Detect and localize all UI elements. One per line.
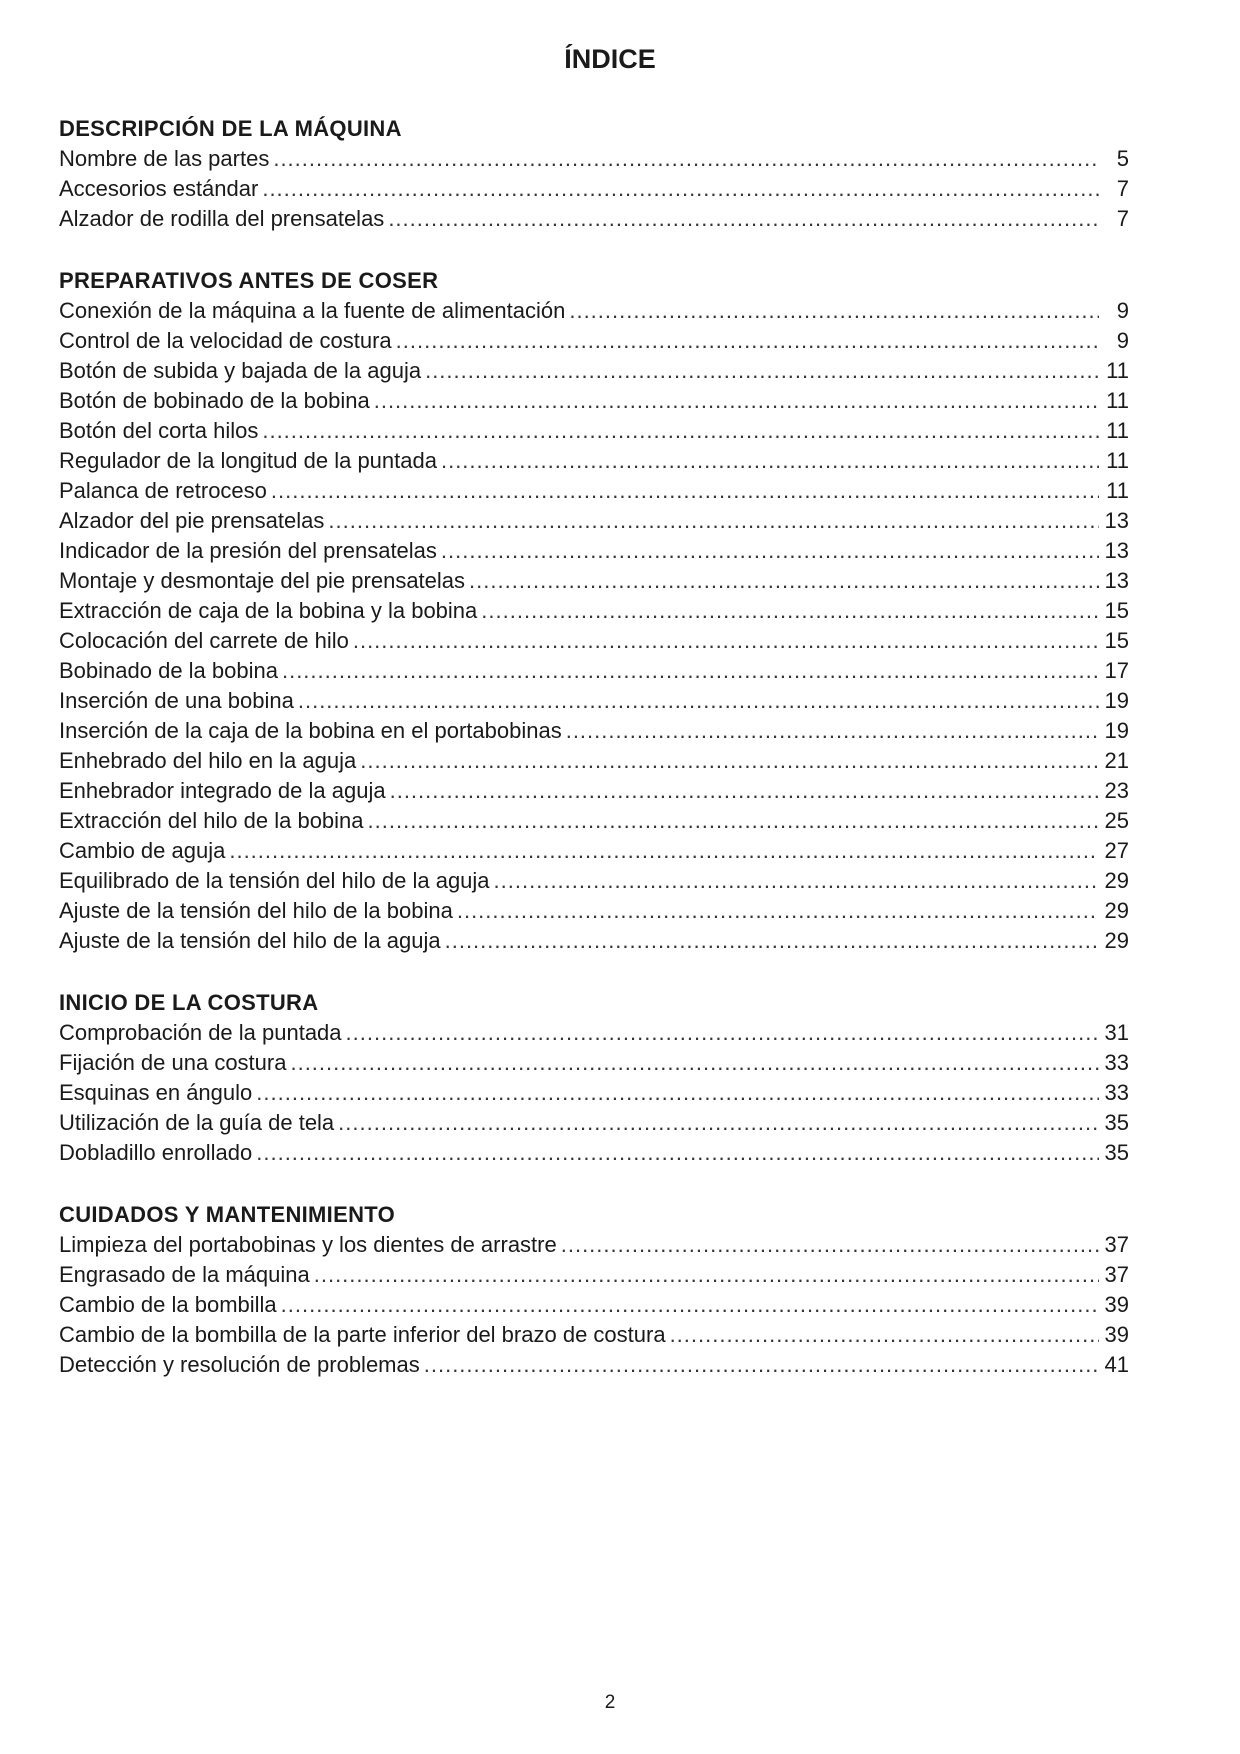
dot-leader — [469, 566, 1099, 596]
toc-entry-page: 15 — [1104, 628, 1129, 653]
toc-entry — [59, 1078, 1129, 1108]
toc-section — [59, 114, 1129, 234]
toc-entry-title: Dobladillo enrollado — [59, 1140, 253, 1165]
toc-entry-page: 29 — [1104, 868, 1129, 893]
toc-entry-page: 33 — [1104, 1080, 1129, 1105]
dot-leader — [256, 1078, 1099, 1108]
toc-entry-page: 11 — [1106, 448, 1129, 473]
toc-entry — [59, 1108, 1129, 1138]
toc-entry — [59, 1320, 1129, 1350]
toc-entry-page: 11 — [1106, 358, 1129, 383]
toc-entry-page: 23 — [1104, 778, 1129, 803]
toc-entry — [59, 1018, 1129, 1048]
toc-entry-page: 11 — [1106, 388, 1129, 413]
toc-entry-page: 9 — [1116, 298, 1129, 323]
section-heading: PREPARATIVOS ANTES DE COSER — [59, 268, 439, 293]
toc-entry-title: Regulador de la longitud de la puntada — [59, 448, 437, 473]
dot-leader — [441, 446, 1099, 476]
section-heading: INICIO DE LA COSTURA — [59, 990, 319, 1015]
toc-entry — [59, 144, 1129, 174]
toc-entry-title: Bobinado de la bobina — [59, 658, 278, 683]
toc-entry-title: Cambio de aguja — [59, 838, 226, 863]
page-number: 2 — [604, 1692, 616, 1713]
toc-entry — [59, 1230, 1129, 1260]
toc-entry-title: Esquinas en ángulo — [59, 1080, 253, 1105]
toc-section — [59, 1200, 1129, 1380]
section-heading: DESCRIPCIÓN DE LA MÁQUINA — [59, 116, 402, 141]
toc-entry-title: Botón de subida y bajada de la aguja — [59, 358, 422, 383]
dot-leader — [346, 1018, 1099, 1048]
dot-leader — [481, 596, 1099, 626]
dot-leader — [281, 1290, 1099, 1320]
toc-entry — [59, 626, 1129, 656]
toc-entry-page: 13 — [1104, 538, 1129, 563]
toc-entry — [59, 296, 1129, 326]
toc-entry-page: 29 — [1104, 928, 1129, 953]
dot-leader — [262, 416, 1099, 446]
toc-entry — [59, 776, 1129, 806]
toc-entry-page: 31 — [1104, 1020, 1129, 1045]
toc-entry — [59, 896, 1129, 926]
toc-entry-page: 37 — [1104, 1262, 1129, 1287]
dot-leader — [328, 506, 1099, 536]
toc-entry-title: Botón de bobinado de la bobina — [59, 388, 370, 413]
toc-entry-title: Utilización de la guía de tela — [59, 1110, 335, 1135]
toc-entry — [59, 656, 1129, 686]
toc-entry — [59, 326, 1129, 356]
toc-entry-page: 21 — [1104, 748, 1129, 773]
toc-entry — [59, 566, 1129, 596]
toc-entry — [59, 1048, 1129, 1078]
toc-entry — [59, 836, 1129, 866]
dot-leader — [298, 686, 1099, 716]
toc-entry-title: Cambio de la bombilla de la parte inferior del brazo de costura — [59, 1322, 666, 1347]
toc-entry-page: 41 — [1104, 1352, 1129, 1377]
dot-leader — [561, 1230, 1099, 1260]
dot-leader — [314, 1260, 1099, 1290]
toc-entry — [59, 1290, 1129, 1320]
dot-leader — [566, 716, 1099, 746]
toc-section — [59, 988, 1129, 1168]
toc-entry-title: Montaje y desmontaje del pie prensatelas — [59, 568, 466, 593]
toc-entry — [59, 716, 1129, 746]
toc-entry-title: Control de la velocidad de costura — [59, 328, 392, 353]
toc-entry-title: Alzador de rodilla del prensatelas — [59, 206, 385, 231]
toc-entry-page: 11 — [1106, 478, 1129, 503]
toc-entry-title: Detección y resolución de problemas — [59, 1352, 420, 1377]
toc-entry-page: 13 — [1104, 568, 1129, 593]
dot-leader — [670, 1320, 1099, 1350]
dot-leader — [262, 174, 1099, 204]
toc-entry-page: 39 — [1104, 1322, 1129, 1347]
toc-entry — [59, 746, 1129, 776]
dot-leader — [445, 926, 1099, 956]
toc-entry-page: 29 — [1104, 898, 1129, 923]
toc-entry-page: 35 — [1104, 1110, 1129, 1135]
dot-leader — [256, 1138, 1099, 1168]
toc-entry-page: 15 — [1104, 598, 1129, 623]
toc-entry-title: Botón del corta hilos — [59, 418, 259, 443]
toc-entry — [59, 386, 1129, 416]
toc-entry-page: 37 — [1104, 1232, 1129, 1257]
dot-leader — [360, 746, 1099, 776]
toc-entry-page: 9 — [1116, 328, 1129, 353]
dot-leader — [388, 204, 1099, 234]
toc-entry-title: Conexión de la máquina a la fuente de alimentación — [59, 298, 566, 323]
toc-entry — [59, 1350, 1129, 1380]
dot-leader — [494, 866, 1099, 896]
toc-entry-title: Enhebrado del hilo en la aguja — [59, 748, 357, 773]
toc-entry-title: Accesorios estándar — [59, 176, 259, 201]
toc-entry-page: 19 — [1104, 718, 1129, 743]
toc-entry — [59, 356, 1129, 386]
toc-entry-title: Extracción de caja de la bobina y la bobina — [59, 598, 478, 623]
toc-entry — [59, 686, 1129, 716]
toc-entry-title: Alzador del pie prensatelas — [59, 508, 325, 533]
toc-entry-page: 11 — [1106, 418, 1129, 443]
toc-entry-title: Indicador de la presión del prensatelas — [59, 538, 437, 563]
toc-entry-title: Ajuste de la tensión del hilo de la aguja — [59, 928, 441, 953]
toc-entry-page: 5 — [1116, 146, 1129, 171]
toc-entry-page: 7 — [1116, 176, 1129, 201]
toc-entry-title: Nombre de las partes — [59, 146, 270, 171]
toc-entry-page: 13 — [1104, 508, 1129, 533]
dot-leader — [569, 296, 1099, 326]
toc-entry — [59, 174, 1129, 204]
toc-entry-title: Fijación de una costura — [59, 1050, 287, 1075]
table-of-contents — [59, 114, 1129, 1412]
toc-entry — [59, 866, 1129, 896]
dot-leader — [282, 656, 1099, 686]
section-heading: CUIDADOS Y MANTENIMIENTO — [59, 1202, 396, 1227]
dot-leader — [353, 626, 1099, 656]
toc-entry-title: Inserción de la caja de la bobina en el portabobinas — [59, 718, 562, 743]
toc-entry — [59, 506, 1129, 536]
toc-entry-title: Extracción del hilo de la bobina — [59, 808, 364, 833]
dot-leader — [368, 806, 1099, 836]
toc-entry — [59, 1260, 1129, 1290]
toc-entry-title: Palanca de retroceso — [59, 478, 267, 503]
toc-entry-page: 7 — [1116, 206, 1129, 231]
dot-leader — [374, 386, 1099, 416]
toc-entry-title: Equilibrado de la tensión del hilo de la aguja — [59, 868, 490, 893]
dot-leader — [425, 356, 1099, 386]
toc-entry-title: Cambio de la bombilla — [59, 1292, 277, 1317]
toc-section — [59, 266, 1129, 956]
page-title: ÍNDICE — [564, 44, 656, 74]
dot-leader — [290, 1048, 1099, 1078]
toc-entry-page: 27 — [1104, 838, 1129, 863]
toc-entry — [59, 204, 1129, 234]
toc-entry — [59, 1138, 1129, 1168]
toc-entry — [59, 806, 1129, 836]
toc-entry-title: Engrasado de la máquina — [59, 1262, 310, 1287]
dot-leader — [441, 536, 1099, 566]
toc-entry-title: Enhebrador integrado de la aguja — [59, 778, 386, 803]
toc-entry — [59, 446, 1129, 476]
toc-entry — [59, 536, 1129, 566]
dot-leader — [457, 896, 1099, 926]
dot-leader — [271, 476, 1099, 506]
toc-entry-title: Ajuste de la tensión del hilo de la bobina — [59, 898, 453, 923]
toc-entry-page: 35 — [1104, 1140, 1129, 1165]
dot-leader — [390, 776, 1099, 806]
toc-entry-title: Limpieza del portabobinas y los dientes de arrastre — [59, 1232, 557, 1257]
toc-entry-title: Comprobación de la puntada — [59, 1020, 342, 1045]
dot-leader — [273, 144, 1099, 174]
toc-entry — [59, 416, 1129, 446]
toc-entry-page: 25 — [1104, 808, 1129, 833]
toc-entry — [59, 476, 1129, 506]
dot-leader — [396, 326, 1099, 356]
toc-entry-title: Colocación del carrete de hilo — [59, 628, 349, 653]
toc-entry — [59, 926, 1129, 956]
dot-leader — [229, 836, 1099, 866]
dot-leader — [424, 1350, 1099, 1380]
toc-entry-page: 19 — [1104, 688, 1129, 713]
toc-entry-page: 17 — [1104, 658, 1129, 683]
toc-entry-page: 39 — [1104, 1292, 1129, 1317]
toc-entry — [59, 596, 1129, 626]
toc-entry-title: Inserción de una bobina — [59, 688, 294, 713]
dot-leader — [338, 1108, 1099, 1138]
toc-entry-page: 33 — [1104, 1050, 1129, 1075]
